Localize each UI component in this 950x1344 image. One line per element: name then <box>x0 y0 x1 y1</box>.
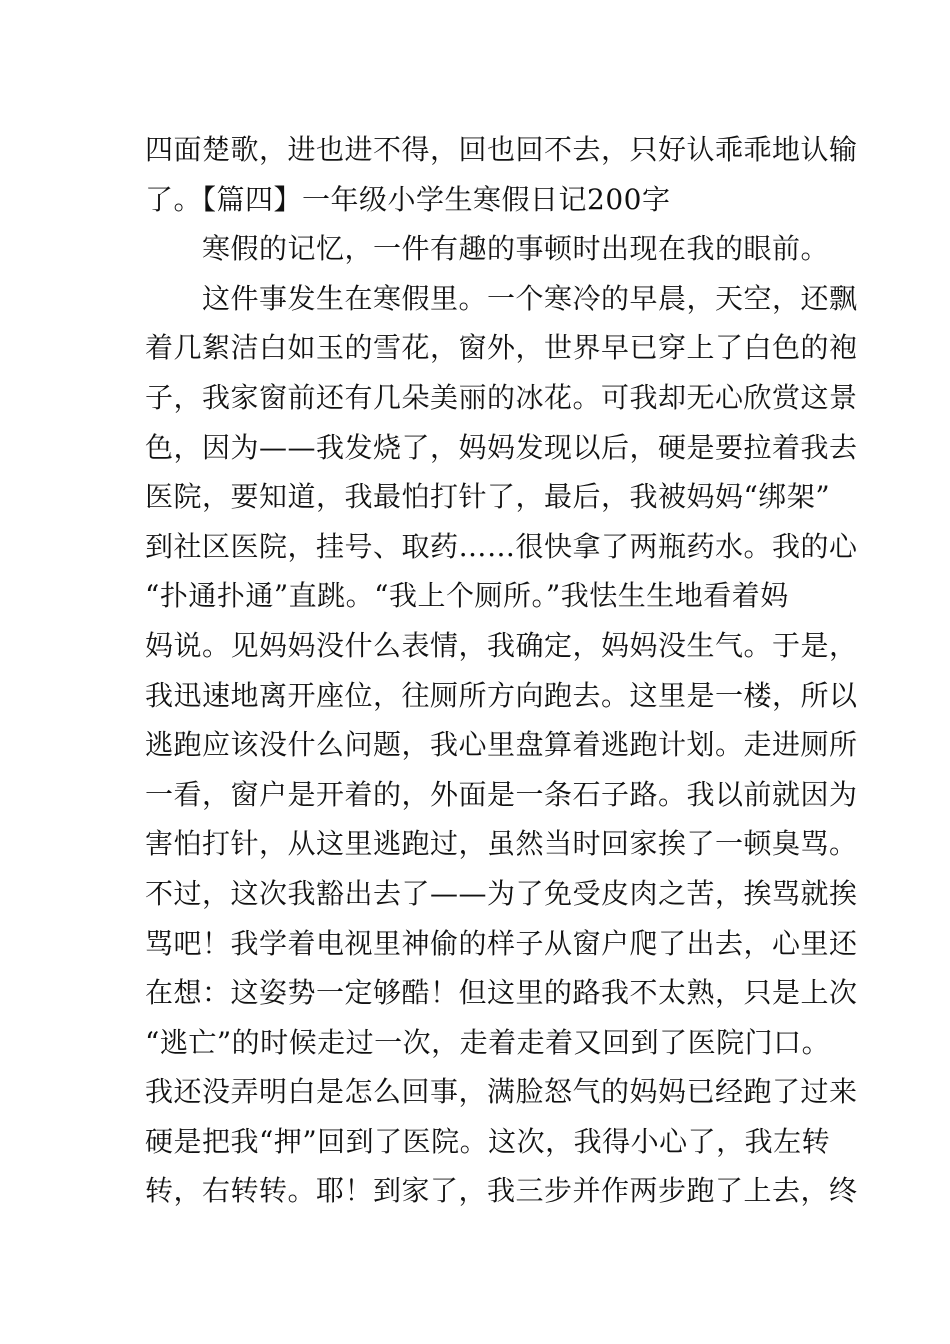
text-line: 子，我家窗前还有几朵美丽的冰花。可我却无心欣赏这景 <box>145 380 858 414</box>
text-line: 在想：这姿势一定够酷！但这里的路我不太熟，只是上次 <box>145 976 858 1010</box>
text-line: 我还没弄明白是怎么回事，满脸怒气的妈妈已经跑了过来 <box>145 1075 858 1109</box>
text-line: 寒假的记忆，一件有趣的事顿时出现在我的眼前。 <box>145 232 830 266</box>
text-line: 着几絮洁白如玉的雪花，窗外，世界早已穿上了白色的袍 <box>145 331 858 365</box>
text-line: 到社区医院，挂号、取药……很快拿了两瓶药水。我的心 <box>145 529 858 563</box>
text-line: 了。【篇四】一年级小学生寒假日记200字 <box>145 182 671 216</box>
text-line: 硬是把我“押”回到了医院。这次，我得小心了，我左转 <box>145 1124 831 1158</box>
text-line: 我迅速地离开座位，往厕所方向跑去。这里是一楼，所以 <box>145 678 858 712</box>
text-line: “扑通扑通”直跳。“我上个厕所。”我怯生生地看着妈 <box>145 579 789 613</box>
text-line: “逃亡”的时候走过一次，走着走着又回到了医院门口。 <box>145 1025 831 1059</box>
text-line: 色，因为——我发烧了，妈妈发现以后，硬是要拉着我去 <box>145 430 858 464</box>
text-line: 四面楚歌，进也进不得，回也回不去，只好认乖乖地认输 <box>145 133 858 166</box>
text-line: 妈说。见妈妈没什么表情，我确定，妈妈没生气。于是， <box>145 628 858 662</box>
text-line: 医院，要知道，我最怕打针了，最后，我被妈妈“绑架” <box>145 480 831 514</box>
text-line: 转，右转转。耶！到家了，我三步并作两步跑了上去，终 <box>145 1174 858 1208</box>
text-line: 这件事发生在寒假里。一个寒冷的早晨，天空，还飘 <box>145 281 858 315</box>
text-line: 逃跑应该没什么问题，我心里盘算着逃跑计划。走进厕所 <box>145 728 858 762</box>
text-line: 一看，窗户是开着的，外面是一条石子路。我以前就因为 <box>145 777 858 811</box>
document-body <box>145 125 858 1216</box>
text-line: 不过，这次我豁出去了——为了免受皮肉之苦，挨骂就挨 <box>145 876 858 910</box>
text-line: 骂吧！我学着电视里神偷的样子从窗户爬了出去，心里还 <box>145 926 858 960</box>
text-line: 害怕打针，从这里逃跑过，虽然当时回家挨了一顿臭骂。 <box>145 827 858 861</box>
